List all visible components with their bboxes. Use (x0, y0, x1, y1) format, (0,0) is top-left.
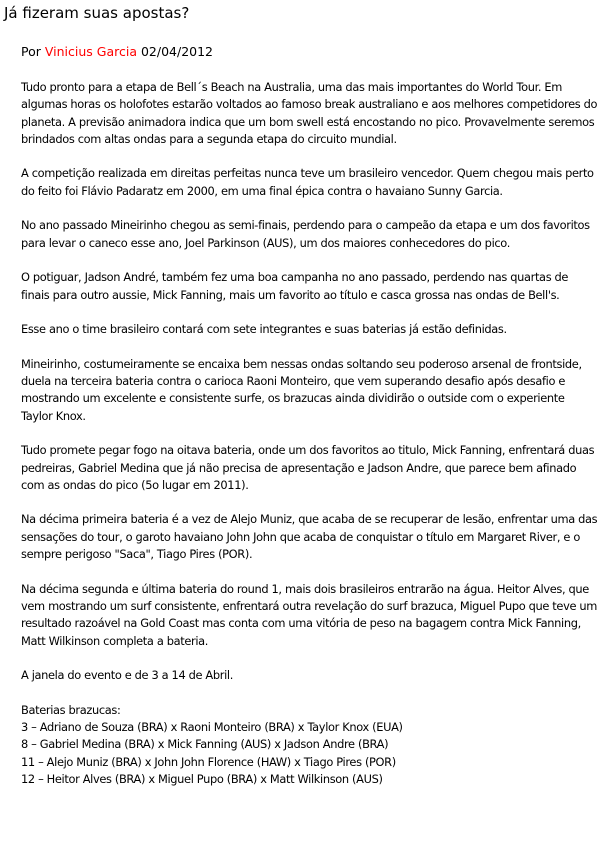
paragraph-event-window: A janela do evento e de 3 a 14 de Abril. (21, 668, 233, 683)
author-name: Vinicius Garcia (44, 44, 137, 59)
byline (21, 44, 213, 60)
article-body (21, 79, 599, 788)
article-title: Já fizeram suas apostas? (4, 4, 190, 22)
paragraph-heat-11: Na décima primeira bateria é a vez de Alejo Muniz, que acaba de se recuperar de lesão, enfrentar uma das sensações do tour, o garoto havaiano John John que acaba de conquistar o título em Margaret River, e o sempre perigoso "Saca", Tiago Pires (POR). (21, 512, 598, 562)
heat-item: 12 – Heitor Alves (BRA) x Miguel Pupo (BRA) x Matt Wilkinson (AUS) (21, 771, 383, 786)
heats-list (21, 719, 599, 788)
heats-title: Baterias brazucas: (21, 702, 121, 717)
heat-item: 11 – Alejo Muniz (BRA) x John John Florence (HAW) x Tiago Pires (POR) (21, 754, 396, 769)
paragraph-mineirinho-last-year: No ano passado Mineirinho chegou as semi-finais, perdendo para o campeão da etapa e um dos favoritos para levar o caneco esse ano, Joel Parkinson (AUS), um dos maiores conhecedores do pico. (21, 218, 590, 250)
paragraph-team: Esse ano o time brasileiro contará com sete integrantes e suas baterias já estão definidas. (21, 322, 507, 337)
publish-date: 02/04/2012 (136, 44, 214, 59)
paragraph-jadson: O potiguar, Jadson André, também fez uma boa campanha no ano passado, perdendo nas quartas de finais para outro aussie, Mick Fanning, mais um favorito ao título e casca grossa nas ondas de Bell's. (21, 270, 569, 302)
heat-item: 8 – Gabriel Medina (BRA) x Mick Fanning (AUS) x Jadson Andre (BRA) (21, 737, 389, 752)
byline-prefix: Por (21, 44, 45, 59)
paragraph-intro: Tudo pronto para a etapa de Bell´s Beach na Australia, uma das mais importantes do World Tour. Em algumas horas os holofotes estarão voltados ao famoso break australiano e aos melhores competidores do planeta. A previsão animadora indica que um bom swell está encostando no pico. Provavelmente seremos brindados com altas ondas para a segunda etapa do circuito mundial. (21, 80, 598, 146)
paragraph-history: A competição realizada em direitas perfeitas nunca teve um brasileiro vencedor. Quem chegou mais perto do feito foi Flávio Padaratz em 2000, em uma final épica contra o havaiano Sunny Garcia. (21, 166, 594, 198)
paragraph-heat-3: Mineirinho, costumeiramente se encaixa bem nessas ondas soltando seu poderoso arsenal de frontside, duela na terceira bateria contra o carioca Raoni Monteiro, que vem superando desafio após desafio e mostrando um excelente e consistente surfe, os brazucas ainda dividirão o outside com o experiente Taylor Knox. (21, 356, 582, 423)
paragraph-heat-8: Tudo promete pegar fogo na oitava bateria, onde um dos favoritos ao titulo, Mick Fanning, enfrentará duas pedreiras, Gabriel Medina que já não precisa de apresentação e Jadson Andre, que parece bem afinado com as ondas do pico (5o lugar em 2011). (21, 443, 595, 492)
heat-item: 3 – Adriano de Souza (BRA) x Raoni Monteiro (BRA) x Taylor Knox (EUA) (21, 719, 403, 734)
paragraph-heat-12: Na décima segunda e última bateria do round 1, mais dois brasileiros entrarão na água. Heitor Alves, que vem mostrando um surf consistente, enfrentará outra revelação do surf brazuca, Miguel Pupo que teve um resultado razoável na Gold Coast mas conta com uma vitória de peso na bagagem contra Mick Fanning, Matt Wilkinson completa a bateria. (21, 581, 598, 648)
